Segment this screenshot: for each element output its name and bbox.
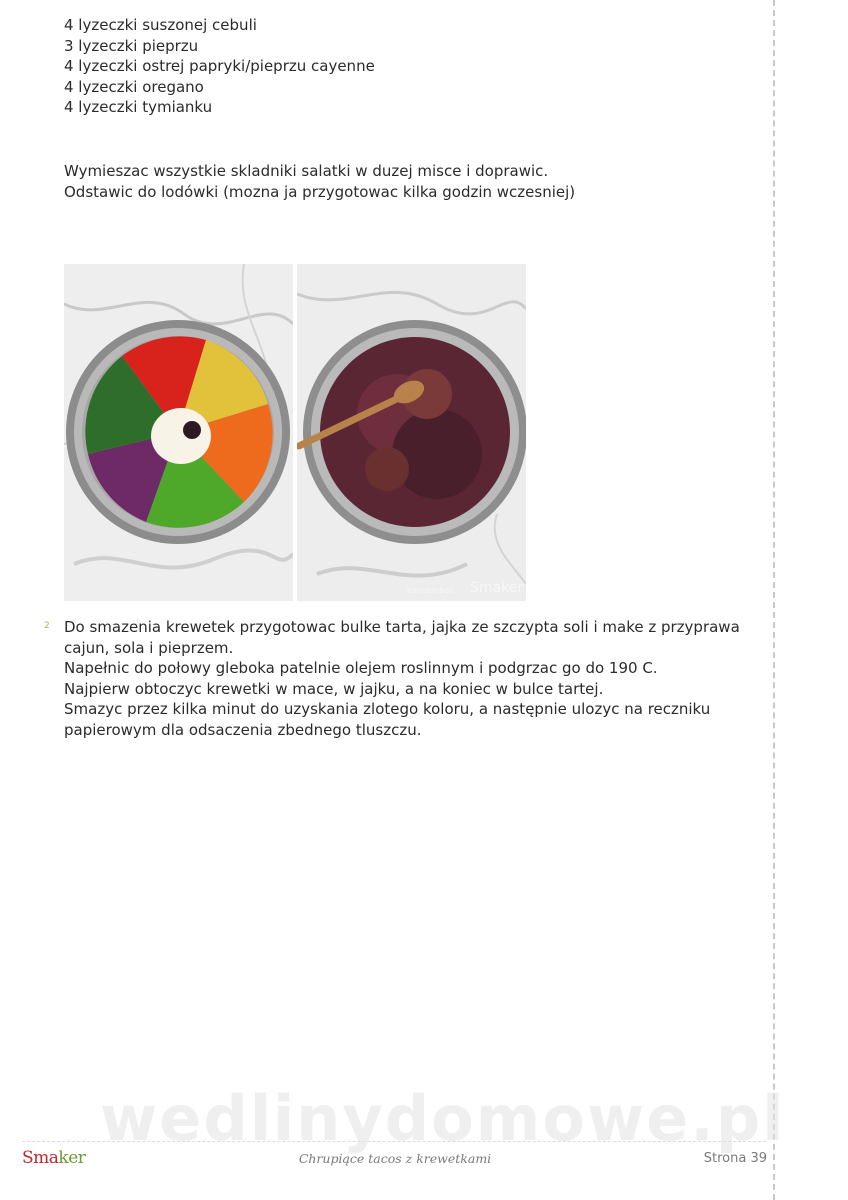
ingredient-item: 3 lyzeczki pieprzu [64,36,199,55]
shrimp-instruction-line: Najpierw obtoczyc krewetki w mace, w jajku, a na koniec w bulce tartej. [64,679,604,698]
ingredient-list [64,15,375,118]
photo-ingredients-bowl [64,264,293,601]
salad-instruction-line: Wymieszac wszystkie skladniki salatki w duzej misce i doprawic. [64,162,549,180]
ingredient-item: 4 lyzeczki ostrej papryki/pieprzu cayenne [64,57,375,76]
photo-brand: Smaker [470,580,524,596]
photo-mixed-salad [297,264,526,601]
footer-logo-part: ker [58,1148,86,1168]
shrimp-instructions [64,617,764,741]
page-number: Strona 39 [703,1151,767,1166]
footer-logo-part: Sma [22,1148,59,1168]
ingredient-item: 4 lyzeczki oregano [64,77,204,96]
footer-logo [22,1148,85,1168]
salad-instruction-line: Odstawic do lodówki (mozna ja przygotowac kilka godzin wczesniej) [64,182,576,201]
ingredient-item: 4 lyzeczki suszonej cebuli [64,16,257,34]
photo-pair [64,264,526,601]
step-number: 2 [44,621,50,631]
shrimp-instruction-line: Smazyc przez kilka minut do uzyskania zlotego koloru, a następnie ulozyc na reczniku papierowym dla odsaczenia zbednego tluszczu. [64,700,711,739]
footer-title: Chrupiące tacos z krewetkami [298,1151,492,1166]
watermark: wedlinydomowe.pl [100,1082,786,1155]
shrimp-instruction-line: Napełnic do połowy gleboka patelnie olejem roslinnym i podgrzac go do 190 C. [64,659,658,678]
salad-instructions [64,161,764,202]
photo-credit: konnambos [407,586,454,595]
footer-divider [22,1141,766,1142]
shrimp-instruction-line: Do smazenia krewetek przygotowac bulke tarta, jajka ze szczypta soli i make z przyprawa cajun, sola i pieprzem. [64,618,740,657]
ingredient-item: 4 lyzeczki tymianku [64,98,213,117]
cut-line [773,0,775,1200]
